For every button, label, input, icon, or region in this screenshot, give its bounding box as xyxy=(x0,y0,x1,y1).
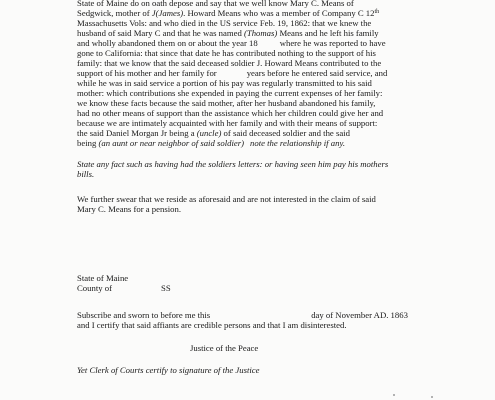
line-text: of said deceased soldier and the said xyxy=(221,128,350,138)
swear-line xyxy=(77,194,376,204)
line-text: husband of said Mary C and that he was named xyxy=(77,28,244,38)
venue-state xyxy=(77,273,128,283)
swear-text: Mary C. Means for a pension. xyxy=(77,204,181,214)
line-text: support of his mother and her family for xyxy=(77,68,217,78)
relationship-note: note the relationship if any. xyxy=(250,138,345,148)
venue-county-text: County of xyxy=(77,283,112,293)
affidavit-line xyxy=(77,58,381,68)
justice-title xyxy=(190,343,258,353)
certify-text: and I certify that said affiants are credible persons and that I am disinterested. xyxy=(77,320,347,330)
affidavit-line xyxy=(77,48,376,58)
handwritten-relation: (an aunt or near neighbor of said soldier) xyxy=(98,138,244,148)
handwritten-name: (Thomas) xyxy=(243,28,278,38)
clerk-note xyxy=(77,365,260,375)
swear-line xyxy=(77,204,181,214)
jurat-date-text: day of November AD. 1863 xyxy=(311,310,408,320)
jurat-text: Subscribe and sworn to before me this xyxy=(77,310,211,320)
clerk-note-text: Yet Clerk of Courts certify to signature of the Justice xyxy=(77,365,260,375)
line-text: family: that we know that the said deceased soldier J. Howard Means contributed to the xyxy=(77,58,382,68)
swear-text: We further swear that we reside as aforesaid and are not interested in the claim of said xyxy=(77,194,376,204)
affidavit-line xyxy=(77,28,379,38)
line-text: Massachusetts Vols: and who died in the US service Feb. 19, 1862: that we knew the xyxy=(77,18,372,28)
line-text: being xyxy=(77,138,99,148)
affidavit-line xyxy=(77,18,371,28)
handwritten-name: J(James) xyxy=(151,8,184,18)
handwritten-relation: (uncle) xyxy=(196,128,222,138)
line-text: State of Maine do on oath depose and say that we well know Mary C. Means of xyxy=(77,0,354,8)
venue-county xyxy=(77,283,171,293)
affidavit-line xyxy=(77,88,382,98)
line-text: . Howard Means who was a member of Company C 12 xyxy=(183,8,375,18)
affidavit-line xyxy=(77,38,386,48)
line-text: while he was in said service a portion of his pay was regularly transmitted to his said xyxy=(77,78,372,88)
justice-title-text: Justice of the Peace xyxy=(190,343,259,353)
affidavit-line xyxy=(77,128,350,138)
scan-speck xyxy=(431,396,433,398)
certify-line xyxy=(77,320,347,330)
line-text: and wholly abandoned them on or about the year 18 xyxy=(77,38,258,48)
line-text: had no other means of support than the assistance which her children could give her and xyxy=(77,108,384,118)
line-text: the said Daniel Morgan Jr being a xyxy=(77,128,197,138)
line-text: we know these facts because the said mother, after her husband abandoned his family, xyxy=(77,98,376,108)
line-text: gone to California: that since that date he has contributed nothing to the support of his xyxy=(77,48,376,58)
affidavit-line xyxy=(77,118,377,128)
affidavit-line xyxy=(77,0,354,8)
instruction-text: State any fact such as having had the soldiers letters: or having seen him pay his mothers xyxy=(77,159,389,169)
line-text: because we are intimately acquainted with her family and with their means of support: xyxy=(77,118,378,128)
affidavit-line xyxy=(77,68,387,78)
line-text: Sedgwick, mother of xyxy=(77,8,152,18)
instruction-line xyxy=(77,159,388,169)
instruction-line xyxy=(77,169,94,179)
line-text: where he was reported to have xyxy=(279,38,386,48)
instruction-text: bills. xyxy=(77,169,95,179)
scan-speck xyxy=(393,394,395,396)
affidavit-line xyxy=(77,8,379,18)
affidavit-line xyxy=(77,108,383,118)
venue-ss-text: SS xyxy=(161,283,171,293)
line-text: mother: which contributions she expended in paying the current expenses of her family: xyxy=(77,88,383,98)
affidavit-line xyxy=(77,98,375,108)
affidavit-line xyxy=(77,138,345,148)
line-text: Means and he left his family xyxy=(277,28,379,38)
line-text: years before he entered said service, and xyxy=(246,68,388,78)
venue-state-text: State of Maine xyxy=(77,273,129,283)
affidavit-line xyxy=(77,78,372,88)
ordinal-suffix: th xyxy=(374,9,380,15)
jurat-line xyxy=(77,310,408,320)
